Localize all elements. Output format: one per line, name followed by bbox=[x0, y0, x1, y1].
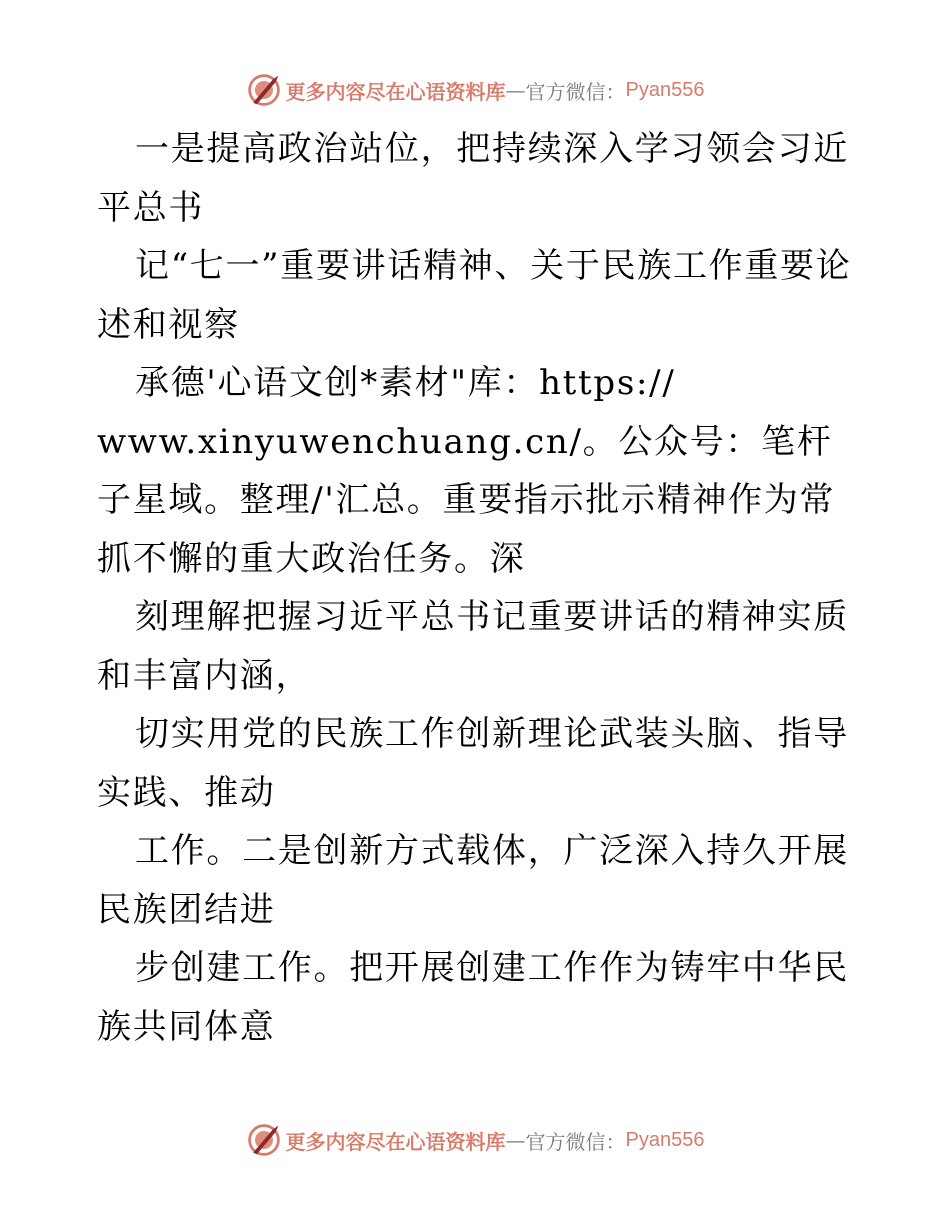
paragraph: 记“七一”重要讲话精神、关于民族工作重要论述和视察 bbox=[97, 246, 852, 345]
paragraph: 刻理解把握习近平总书记重要讲话的精神实质和丰富内涵， bbox=[97, 597, 849, 696]
paragraph: 切实用党的民族工作创新理论武装头脑、指导实践、推动 bbox=[97, 714, 849, 813]
watermark-site-text: 更多内容尽在心语资料库 bbox=[285, 79, 506, 104]
quill-logo-icon bbox=[246, 1122, 282, 1158]
paragraph: 工作。二是创新方式载体，广泛深入持久开展民族团结进 bbox=[97, 831, 849, 930]
watermark-contact-id: Pyan556 bbox=[625, 78, 705, 101]
header-watermark bbox=[0, 70, 950, 110]
footer-watermark bbox=[0, 1120, 950, 1160]
paragraph: 承德'心语文创*素材"库：https:// bbox=[135, 363, 676, 403]
watermark-contact-label: 官方微信： bbox=[525, 1129, 626, 1154]
watermark-contact-id: Pyan556 bbox=[625, 1128, 705, 1151]
watermark-site-text: 更多内容尽在心语资料库 bbox=[285, 1129, 506, 1154]
watermark-contact-label: 官方微信： bbox=[525, 79, 626, 104]
watermark-separator: — bbox=[505, 78, 526, 102]
paragraph: 一是提高政治站位，把持续深入学习领会习近平总书 bbox=[97, 129, 849, 228]
paragraph: 步创建工作。把开展创建工作作为铸牢中华民族共同体意 bbox=[97, 948, 849, 1047]
document-body bbox=[97, 120, 857, 1056]
watermark-separator: — bbox=[505, 1128, 526, 1152]
quill-logo-icon bbox=[246, 72, 282, 108]
paragraph: www.xinyuwenchuang.cn/。公众号：笔杆子星域。整理/'汇总。重要指示批示精神作为常抓不懈的重大政治任务。深 bbox=[97, 421, 836, 579]
